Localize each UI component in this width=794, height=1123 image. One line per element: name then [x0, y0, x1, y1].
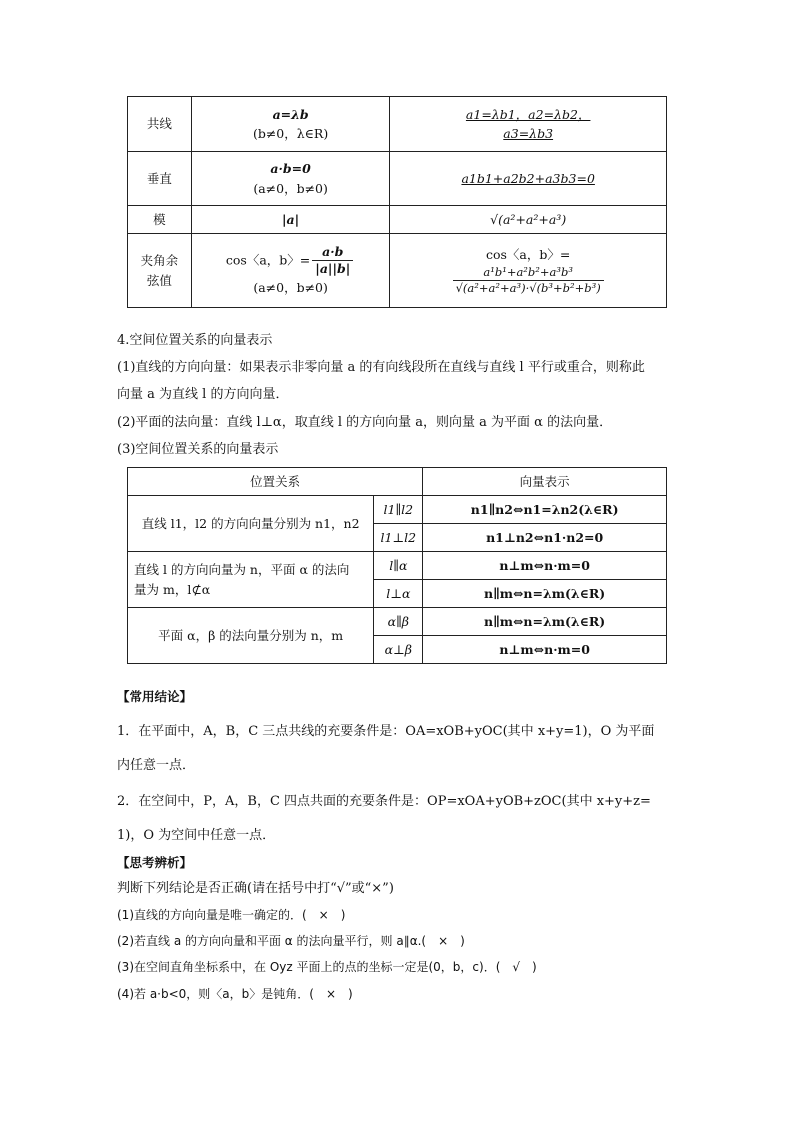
- thinking-item-4: (4)若 a·b<0，则〈a，b〉是钝角．( × ): [117, 987, 353, 1001]
- paragraph-2: (2)平面的法向量：直线 l⊥α，取直线 l 的方向向量 a，则向量 a 为平面 α 的法向量．: [117, 415, 613, 430]
- group-line-plane-line1: 直线 l 的方向向量为 n，平面 α 的法向: [134, 562, 350, 578]
- row-label-magnitude: 模: [128, 206, 192, 234]
- thinking-heading: 【思考辨析】: [117, 855, 193, 870]
- row-label-cosine-line2: 弦值: [146, 272, 172, 288]
- relation-line-plane-parallel: l∥α: [374, 552, 423, 580]
- header-relation: 位置关系: [128, 468, 423, 496]
- position-relation-table: [127, 467, 667, 664]
- magnitude-formula: [191, 206, 390, 234]
- vector-planes-parallel: n∥m⇔n=λm(λ∈R): [423, 608, 667, 636]
- cosine-coord-denominator: √(a²+a²+a³)·√(b³+b²+b³): [455, 280, 601, 295]
- collinear-condition: [191, 97, 390, 152]
- vector-lines-perpendicular: n1⊥n2⇔n1·n2=0: [423, 524, 667, 552]
- collinear-note: (b≠0，λ∈R): [252, 126, 329, 141]
- group-two-lines: 直线 l1，l2 的方向向量分别为 n1，n2: [128, 496, 374, 552]
- relation-planes-parallel: α∥β: [374, 608, 423, 636]
- perpendicular-coord-formula: a1b1+a2b2+a3b3=0: [461, 170, 595, 186]
- relation-lines-parallel: l1∥l2: [374, 496, 423, 524]
- perpendicular-condition: [191, 152, 390, 206]
- vector-line-plane-parallel: n⊥m⇔n·m=0: [423, 552, 667, 580]
- thinking-intro: 判断下列结论是否正确(请在括号中打“√”或“×”): [117, 881, 394, 896]
- group-two-planes: 平面 α，β 的法向量分别为 n，m: [128, 608, 374, 664]
- perpendicular-note: (a≠0，b≠0): [253, 180, 328, 196]
- row-label-cosine: [128, 234, 192, 308]
- vector-planes-perpendicular: n⊥m⇔n·m=0: [423, 636, 667, 664]
- conclusion-2-line1: 2．在空间中，P，A，B，C 四点共面的充要条件是：OP=xOA+yOB+zOC(其中 x+y+z=: [117, 794, 651, 809]
- perpendicular-coords: [390, 152, 667, 206]
- collinear-coord-line2: a3=λb3: [503, 126, 554, 141]
- row-label-perpendicular: 垂直: [128, 152, 192, 206]
- section-title: 4.空间位置关系的向量表示: [117, 333, 273, 348]
- cosine-coords: [390, 234, 667, 308]
- group-line-plane-line2: 量为 m，l⊄α: [134, 581, 211, 597]
- vector-lines-parallel: n1∥n2⇔n1=λn2(λ∈R): [423, 496, 667, 524]
- perpendicular-formula: a·b=0: [270, 161, 311, 177]
- paragraph-3: (3)空间位置关系的向量表示: [117, 442, 279, 457]
- paragraph-1-line1: (1)直线的方向向量：如果表示非零向量 a 的有向线段所在直线与直线 l 平行或重合，则称此: [117, 360, 645, 375]
- conclusion-1-line2: 内任意一点．: [117, 758, 196, 773]
- conclusion-2-line2: 1)，O 为空间中任意一点．: [117, 828, 276, 843]
- group-line-plane: [128, 552, 374, 608]
- vector-line-plane-perpendicular: n∥m⇔n=λm(λ∈R): [423, 580, 667, 608]
- thinking-item-1: (1)直线的方向向量是唯一确定的．( × ): [117, 908, 346, 922]
- thinking-item-2: (2)若直线 a 的方向向量和平面 α 的法向量平行，则 a∥α.( × ): [117, 934, 465, 948]
- relation-line-plane-perpendicular: l⊥α: [374, 580, 423, 608]
- vector-formula-table: [127, 96, 667, 308]
- relation-planes-perpendicular: α⊥β: [374, 636, 423, 664]
- cosine-coord-numerator: a¹b¹+a²b²+a³b³: [453, 265, 604, 281]
- row-label-collinear: 共线: [128, 97, 192, 152]
- cosine-prefix: cos〈a，b〉=: [225, 252, 311, 268]
- row-label-cosine-line1: 夹角余: [140, 253, 179, 269]
- magnitude-coords: [390, 206, 667, 234]
- relation-lines-perpendicular: l1⊥l2: [374, 524, 423, 552]
- magnitude-expression: |a|: [282, 211, 300, 227]
- cosine-numerator: a·b: [312, 244, 353, 261]
- magnitude-coord-formula: √(a²+a²+a³): [490, 211, 567, 227]
- conclusion-1-line1: 1．在平面中，A，B，C 三点共线的充要条件是：OA=xOB+yOC(其中 x+y=1)，O 为平面: [117, 724, 655, 739]
- cosine-denominator: |a||b|: [315, 261, 351, 277]
- cosine-formula: [191, 234, 390, 308]
- cosine-note: (a≠0，b≠0): [253, 279, 328, 295]
- paragraph-1-line2: 向量 a 为直线 l 的方向向量．: [117, 387, 289, 402]
- collinear-coords: [390, 97, 667, 152]
- collinear-formula: a=λb: [272, 106, 309, 122]
- cosine-coord-prefix: cos〈a，b〉=: [485, 247, 571, 263]
- conclusions-heading: 【常用结论】: [117, 689, 193, 704]
- header-vector: 向量表示: [423, 468, 667, 496]
- thinking-item-3: (3)在空间直角坐标系中，在 Oyz 平面上的点的坐标一定是(0，b，c)．( √ ): [117, 960, 537, 974]
- collinear-coord-line1: a1=λb1，a2=λb2，: [465, 106, 591, 122]
